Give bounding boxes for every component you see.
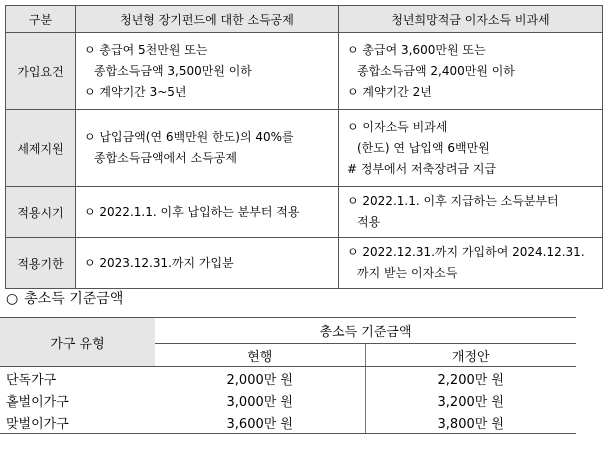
savings-tax-support-line: ㅇ 이자소득 비과세 [347, 119, 448, 134]
fund-effective-date-line: ㅇ 2022.1.1. 이후 납입하는 분부터 적용 [84, 204, 300, 219]
revised-amount: 3,200만 원 [365, 389, 576, 411]
fund-tax-support-cell [76, 110, 339, 187]
savings-eligibility-line: ㅇ 계약기간 2년 [347, 84, 432, 99]
savings-eligibility-line: 종합소득금액 2,400만원 이하 [357, 63, 515, 78]
header-category: 구분 [6, 6, 76, 33]
savings-effective-date-line: 적용 [357, 215, 381, 229]
savings-effective-date-line: ㅇ 2022.1.1. 이후 지급하는 소득분부터 [347, 194, 559, 208]
header-youth-savings: 청년희망적금 이자소득 비과세 [339, 6, 603, 33]
row-effective-date [6, 187, 603, 238]
revised-amount: 2,200만 원 [365, 367, 576, 390]
threshold-header-row [0, 318, 576, 344]
circle-bullet-icon: ○ [6, 291, 19, 307]
fund-eligibility-line: ㅇ 계약기간 3~5년 [84, 84, 187, 99]
current-amount: 3,600만 원 [155, 411, 365, 434]
fund-eligibility-cell [76, 33, 339, 110]
savings-eligibility-line: ㅇ 총급여 3,600만원 또는 [347, 42, 486, 57]
fund-deadline-line: ㅇ 2023.12.31.까지 가입분 [84, 255, 234, 270]
savings-deadline-line: 까지 받는 이자소득 [357, 266, 458, 280]
household-type: 홑벌이가구 [6, 394, 69, 410]
savings-tax-support-line: (한도) 연 납입액 6백만원 [357, 140, 490, 155]
comparison-table [5, 5, 603, 289]
fund-effective-date-cell [76, 187, 339, 238]
header-youth-fund: 청년형 장기펀드에 대한 소득공제 [76, 6, 339, 33]
table-row [0, 367, 576, 390]
comparison-header-row [6, 6, 603, 33]
savings-deadline-cell [339, 238, 603, 289]
current-amount: 3,000만 원 [226, 394, 293, 410]
savings-effective-date-cell [339, 187, 603, 238]
row-category: 적용기한 [6, 238, 76, 289]
household-type: 맞벌이가구 [0, 411, 155, 434]
row-tax-support [6, 110, 603, 187]
household-type: 단독가구 [6, 372, 57, 388]
fund-eligibility-line: 종합소득금액 3,500만원 이하 [94, 63, 252, 78]
row-eligibility [6, 33, 603, 110]
table-row [0, 411, 576, 434]
row-category: 세제지원 [6, 110, 76, 187]
row-deadline [6, 238, 603, 289]
current-header: 현행 [155, 344, 365, 367]
revised-amount: 3,800만 원 [365, 411, 576, 434]
current-amount: 2,000만 원 [226, 372, 293, 388]
revised-header: 개정안 [365, 344, 576, 367]
fund-deadline-cell [76, 238, 339, 289]
fund-eligibility-line: ㅇ 총급여 5천만원 또는 [84, 42, 208, 57]
income-threshold-table [0, 317, 576, 434]
row-category: 가입요건 [6, 33, 76, 110]
table-row [0, 389, 576, 411]
threshold-group-header: 총소득 기준금액 [155, 318, 576, 344]
savings-tax-support-line: # 정부에서 저축장려금 지급 [347, 161, 497, 176]
household-type-header: 가구 유형 [0, 318, 155, 367]
savings-eligibility-cell [339, 33, 603, 110]
fund-tax-support-line: 종합소득금액에서 소득공제 [94, 151, 237, 165]
section-heading [6, 288, 123, 308]
savings-tax-support-cell [339, 110, 603, 187]
section-title: 총소득 기준금액 [24, 291, 124, 307]
fund-tax-support-line: ㅇ 납입금액(연 6백만원 한도)의 40%를 [84, 130, 294, 144]
savings-deadline-line: ㅇ 2022.12.31.까지 가입하여 2024.12.31. [347, 245, 585, 259]
row-category: 적용시기 [6, 187, 76, 238]
